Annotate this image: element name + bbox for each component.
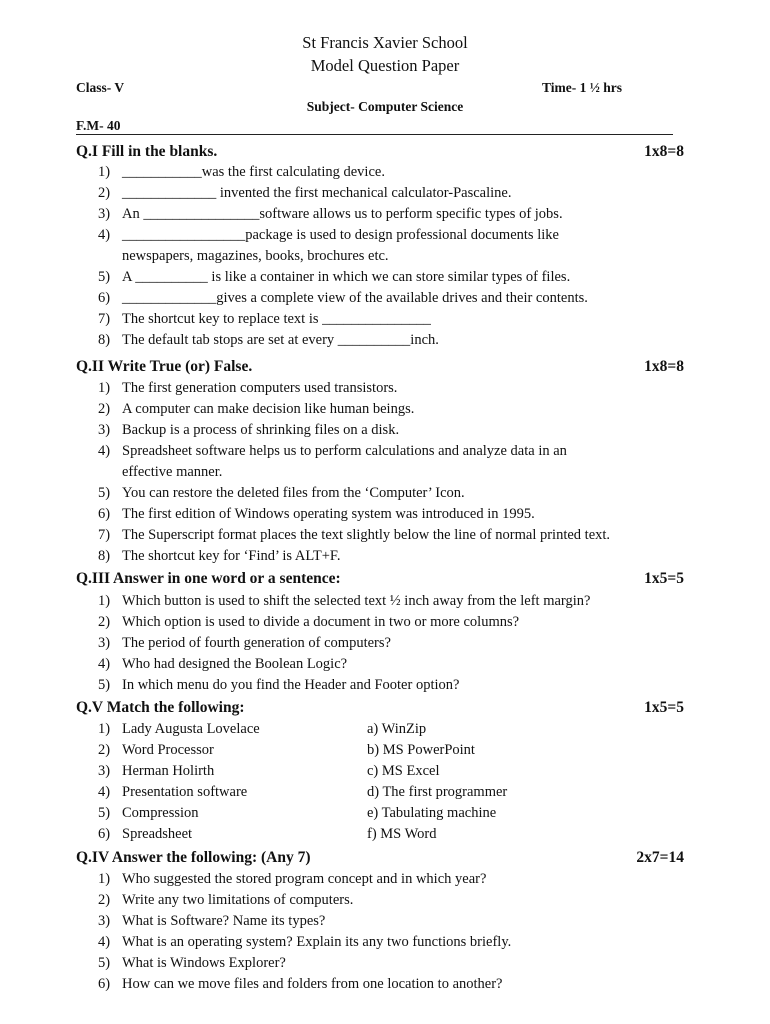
question-item bbox=[98, 976, 503, 993]
full-marks-label: F.M- 40 bbox=[76, 118, 121, 133]
question-item bbox=[98, 206, 563, 223]
question-item bbox=[98, 443, 567, 460]
question-number: 1) bbox=[98, 721, 111, 737]
question-item bbox=[98, 934, 511, 951]
match-item-left bbox=[98, 826, 192, 843]
question-number: 1) bbox=[98, 871, 111, 887]
question-text: Who suggested the stored program concept and in which year? bbox=[122, 871, 487, 887]
question-text: Spreadsheet software helps us to perform calculations and analyze data in an bbox=[122, 443, 567, 459]
question-text: A computer can make decision like human beings. bbox=[122, 401, 415, 417]
match-item-left bbox=[98, 763, 214, 780]
question-item bbox=[98, 871, 486, 888]
match-item-right: b) MS PowerPoint bbox=[367, 742, 475, 758]
subject-label: Subject- Computer Science bbox=[306, 99, 464, 114]
question-number: 8) bbox=[98, 548, 111, 564]
question-item bbox=[98, 380, 397, 397]
question-text: _____________ invented the first mechanical calculator-Pascaline. bbox=[122, 185, 512, 201]
question-item bbox=[98, 311, 431, 328]
match-term: Spreadsheet bbox=[122, 826, 193, 842]
match-term: Lady Augusta Lovelace bbox=[122, 721, 260, 737]
match-term: Presentation software bbox=[122, 784, 248, 800]
question-text-continued: newspapers, magazines, books, brochures etc. bbox=[122, 248, 389, 264]
section-title: Q.I Fill in the blanks. bbox=[76, 143, 218, 160]
question-text: ___________was the first calculating device. bbox=[122, 164, 385, 180]
question-number: 3) bbox=[98, 635, 111, 651]
match-term: Herman Holirth bbox=[122, 763, 215, 779]
question-number: 7) bbox=[98, 527, 111, 543]
question-item bbox=[98, 290, 588, 307]
match-item-right: e) Tabulating machine bbox=[367, 805, 497, 821]
question-text-continued: effective manner. bbox=[122, 464, 223, 480]
question-item bbox=[98, 506, 535, 523]
class-label: Class- V bbox=[76, 80, 125, 95]
question-text: What is an operating system? Explain its any two functions briefly. bbox=[122, 934, 512, 950]
question-number: 3) bbox=[98, 913, 111, 929]
question-text: Write any two limitations of computers. bbox=[122, 892, 354, 908]
question-text: What is Software? Name its types? bbox=[122, 913, 326, 929]
section-heading bbox=[76, 570, 684, 588]
question-text: The default tab stops are set at every __________inch. bbox=[122, 332, 439, 348]
question-item bbox=[98, 635, 391, 652]
question-item bbox=[98, 164, 385, 181]
question-text: What is Windows Explorer? bbox=[122, 955, 286, 971]
question-number: 8) bbox=[98, 332, 111, 348]
match-term: Word Processor bbox=[122, 742, 214, 758]
question-item bbox=[98, 656, 347, 673]
paper-title: Model Question Paper bbox=[310, 56, 460, 75]
question-item bbox=[98, 955, 286, 972]
question-number: 4) bbox=[98, 443, 111, 459]
question-item bbox=[98, 527, 610, 544]
question-number: 4) bbox=[98, 656, 111, 672]
question-number: 6) bbox=[98, 826, 111, 842]
question-item bbox=[98, 332, 439, 349]
question-item bbox=[98, 548, 340, 565]
question-text: The first edition of Windows operating system was introduced in 1995. bbox=[122, 506, 535, 522]
section-title: Q.V Match the following: bbox=[76, 699, 245, 716]
question-number: 2) bbox=[98, 401, 111, 417]
section-title: Q.IV Answer the following: (Any 7) bbox=[76, 849, 311, 866]
question-number: 5) bbox=[98, 269, 111, 285]
question-number: 6) bbox=[98, 976, 111, 992]
question-item bbox=[98, 892, 353, 909]
section-marks: 2x7=14 bbox=[636, 849, 684, 866]
question-item bbox=[98, 227, 559, 244]
header-divider bbox=[76, 134, 673, 135]
match-item-left bbox=[98, 721, 260, 738]
question-text: The shortcut key for ‘Find’ is ALT+F. bbox=[122, 548, 341, 564]
question-number: 5) bbox=[98, 485, 111, 501]
match-item-left bbox=[98, 742, 214, 759]
question-number: 4) bbox=[98, 784, 111, 800]
section-marks: 1x5=5 bbox=[644, 570, 684, 587]
time-label: Time- 1 ½ hrs bbox=[542, 80, 622, 95]
question-text: How can we move files and folders from one location to another? bbox=[122, 976, 503, 992]
question-text: The first generation computers used transistors. bbox=[122, 380, 398, 396]
question-item bbox=[98, 401, 414, 418]
section-heading bbox=[76, 699, 684, 717]
question-text: _________________package is used to design professional documents like bbox=[122, 227, 559, 243]
question-number: 2) bbox=[98, 892, 111, 908]
question-number: 4) bbox=[98, 227, 111, 243]
question-number: 1) bbox=[98, 164, 111, 180]
question-item bbox=[98, 614, 519, 631]
school-name: St Francis Xavier School bbox=[302, 33, 468, 52]
question-number: 4) bbox=[98, 934, 111, 950]
section-marks: 1x8=8 bbox=[644, 358, 684, 375]
question-number: 6) bbox=[98, 506, 111, 522]
question-item bbox=[98, 269, 570, 286]
match-item-right: d) The first programmer bbox=[367, 784, 508, 800]
question-number: 2) bbox=[98, 185, 111, 201]
question-number: 7) bbox=[98, 311, 111, 327]
question-text: An ________________software allows us to perform specific types of jobs. bbox=[122, 206, 563, 222]
section-heading bbox=[76, 358, 684, 376]
question-number: 2) bbox=[98, 742, 111, 758]
question-text: In which menu do you find the Header and Footer option? bbox=[122, 677, 460, 693]
section-title: Q.III Answer in one word or a sentence: bbox=[76, 570, 341, 587]
section-marks: 1x8=8 bbox=[644, 143, 684, 160]
question-text: Which button is used to shift the selected text ½ inch away from the left margin? bbox=[122, 593, 591, 609]
question-text: Who had designed the Boolean Logic? bbox=[122, 656, 348, 672]
question-number: 3) bbox=[98, 763, 111, 779]
question-text: Backup is a process of shrinking files on a disk. bbox=[122, 422, 400, 438]
match-item-left bbox=[98, 805, 199, 822]
question-text: You can restore the deleted files from the ‘Computer’ Icon. bbox=[122, 485, 465, 501]
section-marks: 1x5=5 bbox=[644, 699, 684, 716]
question-number: 2) bbox=[98, 614, 111, 630]
question-number: 1) bbox=[98, 593, 111, 609]
question-text: The Superscript format places the text slightly below the line of normal printed text. bbox=[122, 527, 611, 543]
section-heading bbox=[76, 849, 684, 867]
section-heading bbox=[76, 143, 684, 161]
question-item bbox=[98, 913, 325, 930]
question-item bbox=[98, 485, 465, 502]
question-text: The shortcut key to replace text is _______________ bbox=[122, 311, 431, 327]
question-item bbox=[98, 677, 459, 694]
question-text: Which option is used to divide a document in two or more columns? bbox=[122, 614, 520, 630]
question-number: 6) bbox=[98, 290, 111, 306]
question-number: 5) bbox=[98, 955, 111, 971]
question-item bbox=[98, 593, 590, 610]
section-title: Q.II Write True (or) False. bbox=[76, 358, 253, 375]
question-number: 3) bbox=[98, 206, 111, 222]
question-item bbox=[98, 185, 511, 202]
question-item bbox=[98, 422, 399, 439]
question-text: _____________gives a complete view of the available drives and their contents. bbox=[122, 290, 588, 306]
question-number: 3) bbox=[98, 422, 111, 438]
question-number: 5) bbox=[98, 805, 111, 821]
question-number: 1) bbox=[98, 380, 111, 396]
match-item-left bbox=[98, 784, 247, 801]
question-text: The period of fourth generation of computers? bbox=[122, 635, 391, 651]
match-item-right: c) MS Excel bbox=[367, 763, 440, 779]
match-term: Compression bbox=[122, 805, 199, 821]
match-item-right: a) WinZip bbox=[367, 721, 427, 737]
question-text: A __________ is like a container in which we can store similar types of files. bbox=[122, 269, 571, 285]
match-item-right: f) MS Word bbox=[367, 826, 437, 842]
question-number: 5) bbox=[98, 677, 111, 693]
